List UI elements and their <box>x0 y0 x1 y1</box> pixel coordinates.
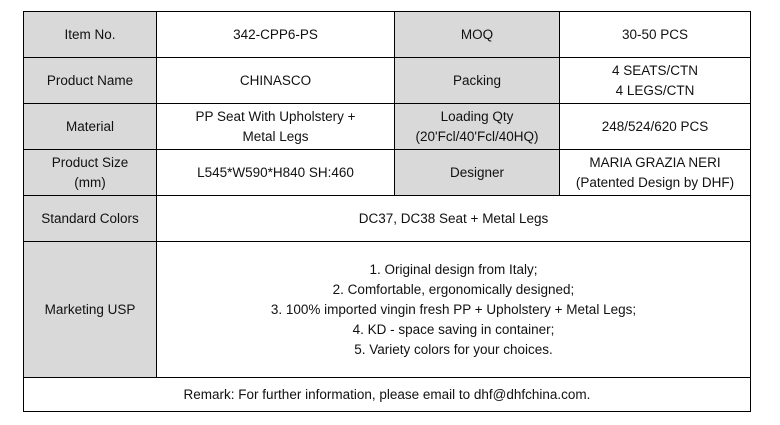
packing-seats: 4 SEATS/CTN <box>611 62 699 78</box>
designer-note: (Patented Design by DHF) <box>575 174 735 190</box>
standard-colors-row <box>24 196 751 242</box>
remark-text: Remark: For further information, please email to dhf@dhfchina.com. <box>24 378 751 412</box>
item-no-row <box>24 12 751 58</box>
designer-label: Designer <box>395 150 560 196</box>
product-size-row <box>24 150 751 196</box>
remark-row <box>24 378 751 412</box>
packing-label: Packing <box>395 58 560 104</box>
product-name-label: Product Name <box>24 58 157 104</box>
moq-value: 30-50 PCS <box>560 12 751 58</box>
loading-qty-containers: (20'Fcl/40'Fcl/40HQ) <box>415 128 539 144</box>
standard-colors-label: Standard Colors <box>24 196 157 242</box>
usp-item: 5. Variety colors for your choices. <box>354 341 553 357</box>
product-size-unit: (mm) <box>74 174 106 190</box>
item-no-value: 342-CPP6-PS <box>157 12 395 58</box>
loading-qty-value: 248/524/620 PCS <box>560 104 751 150</box>
product-size-label <box>24 150 157 196</box>
product-name-row <box>24 58 751 104</box>
loading-qty-title: Loading Qty <box>440 108 514 124</box>
designer-name: MARIA GRAZIA NERI <box>589 154 721 170</box>
product-name-value: CHINASCO <box>157 58 395 104</box>
usp-item: 2. Comfortable, ergonomically designed; <box>332 281 575 297</box>
material-row <box>24 104 751 150</box>
standard-colors-value: DC37, DC38 Seat + Metal Legs <box>157 196 751 242</box>
material-label: Material <box>24 104 157 150</box>
material-line-1: PP Seat With Upholstery + <box>195 108 356 124</box>
marketing-usp-label: Marketing USP <box>24 242 157 378</box>
product-spec-table <box>23 11 751 412</box>
material-value <box>157 104 395 150</box>
moq-label: MOQ <box>395 12 560 58</box>
usp-item: 4. KD - space saving in container; <box>352 321 555 337</box>
packing-value <box>560 58 751 104</box>
marketing-usp-row <box>24 242 751 378</box>
loading-qty-label <box>395 104 560 150</box>
usp-item: 3. 100% imported vingin fresh PP + Upholstery + Metal Legs; <box>270 301 637 317</box>
packing-legs: 4 LEGS/CTN <box>615 82 695 98</box>
designer-value <box>560 150 751 196</box>
item-no-label: Item No. <box>24 12 157 58</box>
marketing-usp-list <box>157 242 751 378</box>
material-line-2: Metal Legs <box>242 128 309 144</box>
product-size-title: Product Size <box>51 154 129 170</box>
usp-item: 1. Original design from Italy; <box>369 261 538 277</box>
product-size-value: L545*W590*H840 SH:460 <box>157 150 395 196</box>
